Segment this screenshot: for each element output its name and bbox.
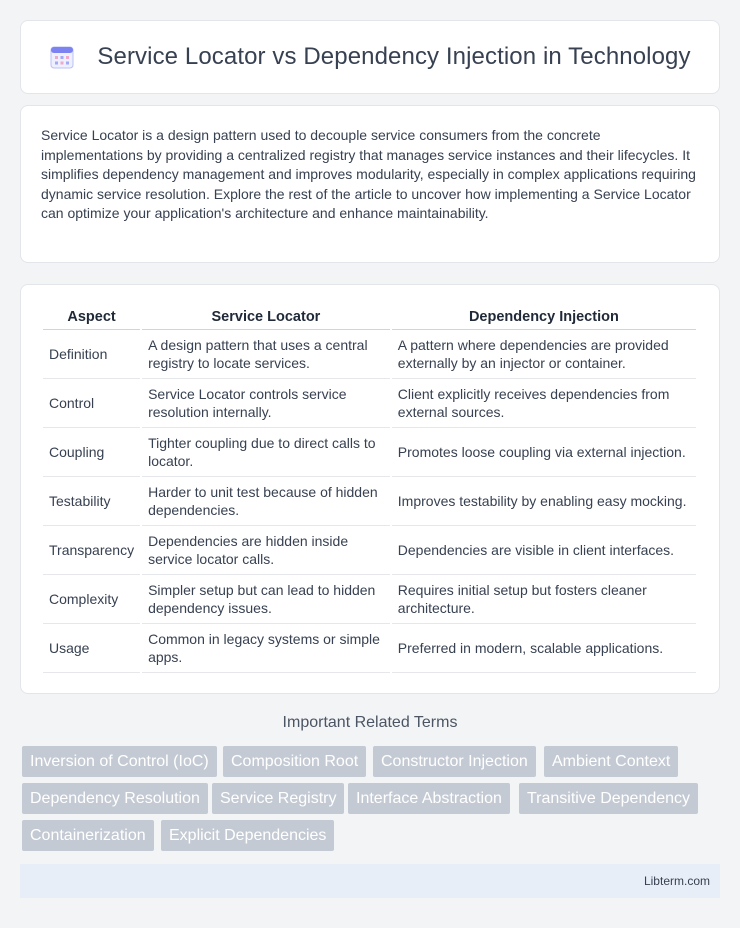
footer bbox=[20, 864, 720, 898]
tag-explicit-dependencies[interactable]: Explicit Dependencies bbox=[161, 820, 334, 851]
table-row bbox=[43, 526, 696, 575]
tag-inversion-of-control[interactable]: Inversion of Control (IoC) bbox=[22, 746, 217, 777]
tag-containerization[interactable]: Containerization bbox=[22, 820, 154, 851]
calendar-grid-icon bbox=[49, 44, 75, 70]
row-dependency-injection: Preferred in modern, scalable applications. bbox=[392, 624, 696, 673]
row-aspect: Complexity bbox=[43, 575, 140, 624]
table-row bbox=[43, 379, 696, 428]
tag-service-registry[interactable]: Service Registry bbox=[212, 783, 344, 814]
row-service-locator: Service Locator controls service resolution internally. bbox=[142, 379, 390, 428]
row-aspect: Usage bbox=[43, 624, 140, 673]
row-dependency-injection: Requires initial setup but fosters cleaner architecture. bbox=[392, 575, 696, 624]
page-title: Service Locator vs Dependency Injection in Technology bbox=[97, 43, 691, 70]
row-dependency-injection: Dependencies are visible in client interfaces. bbox=[392, 526, 696, 575]
header-service-locator: Service Locator bbox=[142, 305, 390, 330]
row-service-locator: Dependencies are hidden inside service locator calls. bbox=[142, 526, 390, 575]
row-aspect: Testability bbox=[43, 477, 140, 526]
footer-site-link[interactable]: Libterm.com bbox=[643, 874, 710, 888]
row-service-locator: Common in legacy systems or simple apps. bbox=[142, 624, 390, 673]
tag-composition-root[interactable]: Composition Root bbox=[223, 746, 366, 777]
row-service-locator: A design pattern that uses a central registry to locate services. bbox=[142, 330, 390, 379]
header-aspect: Aspect bbox=[43, 305, 140, 330]
tag-dependency-resolution[interactable]: Dependency Resolution bbox=[22, 783, 208, 814]
row-aspect: Transparency bbox=[43, 526, 140, 575]
tag-interface-abstraction[interactable]: Interface Abstraction bbox=[348, 783, 510, 814]
row-dependency-injection: Improves testability by enabling easy mocking. bbox=[392, 477, 696, 526]
title-card bbox=[20, 20, 720, 94]
row-aspect: Coupling bbox=[43, 428, 140, 477]
related-terms-title: Important Related Terms bbox=[282, 714, 458, 731]
row-dependency-injection: Client explicitly receives dependencies from external sources. bbox=[392, 379, 696, 428]
tag-constructor-injection[interactable]: Constructor Injection bbox=[373, 746, 536, 777]
row-aspect: Control bbox=[43, 379, 140, 428]
row-aspect: Definition bbox=[43, 330, 140, 379]
intro-paragraph: Service Locator is a design pattern used to decouple service consumers from the concrete implementations by providing a centralized registry that manages service instances and their lifecycles. It simplifies dependency management and improves modularity, especially in complex applications requiring dynamic service resolution. Explore the rest of the article to uncover how implementing a Service Locator can optimize your application's architecture and enhance maintainability. bbox=[41, 127, 696, 221]
tag-transitive-dependency[interactable]: Transitive Dependency bbox=[519, 783, 698, 814]
table-header-row bbox=[43, 305, 696, 330]
intro-card bbox=[20, 105, 720, 263]
tag-ambient-context[interactable]: Ambient Context bbox=[544, 746, 678, 777]
row-service-locator: Harder to unit test because of hidden dependencies. bbox=[142, 477, 390, 526]
header-dependency-injection: Dependency Injection bbox=[392, 305, 696, 330]
row-service-locator: Simpler setup but can lead to hidden dependency issues. bbox=[142, 575, 390, 624]
table-row bbox=[43, 477, 696, 526]
comparison-card bbox=[20, 284, 720, 694]
table-row bbox=[43, 428, 696, 477]
row-dependency-injection: A pattern where dependencies are provided externally by an injector or container. bbox=[392, 330, 696, 379]
table-row bbox=[43, 624, 696, 673]
table-row bbox=[43, 330, 696, 379]
table-row bbox=[43, 575, 696, 624]
comparison-table bbox=[41, 305, 698, 673]
row-dependency-injection: Promotes loose coupling via external injection. bbox=[392, 428, 696, 477]
row-service-locator: Tighter coupling due to direct calls to locator. bbox=[142, 428, 390, 477]
